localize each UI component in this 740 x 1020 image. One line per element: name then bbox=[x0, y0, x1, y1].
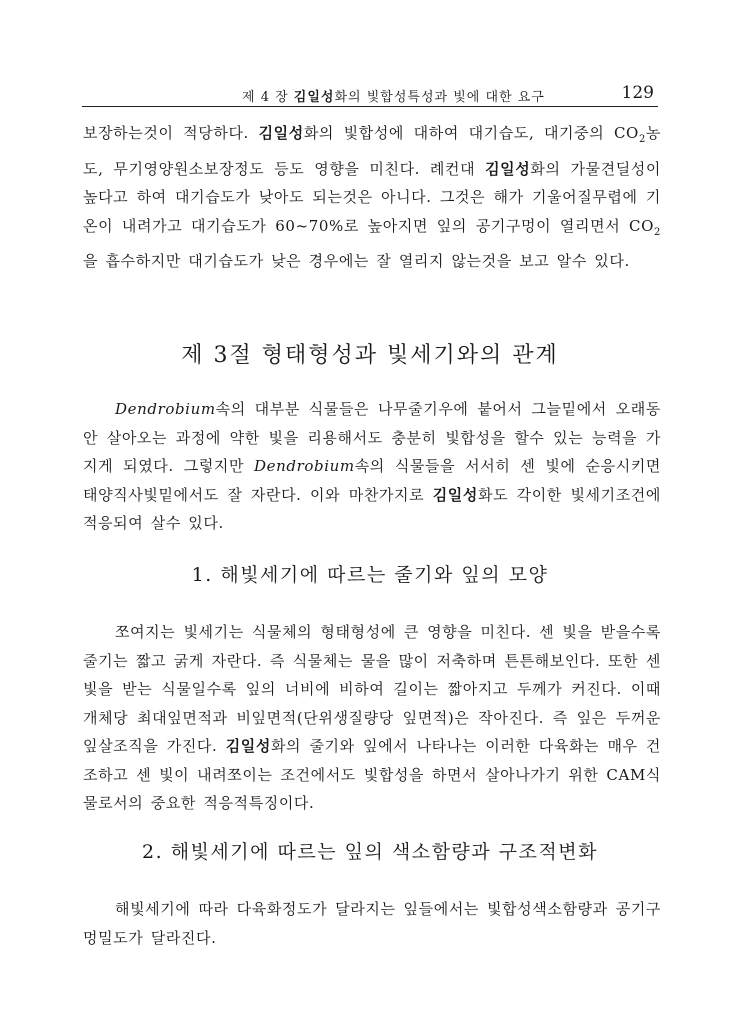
subsection-title-1: 1. 해빛세기에 따르는 줄기와 잎의 모양 bbox=[191, 564, 549, 586]
paragraph-3: 쪼여지는 빛세기는 식물체의 형태형성에 큰 영향을 미친다. 센 빛을 받을수록 줄기는 짧고 굵게 자란다. 즉 식물체는 물을 많이 저축하며 튼튼해보인다. 또한 센 빛을 받는 식물일수록 잎의 너비에 비하여 길이는 짧아지고 두께가 커진다. 이때 개체당 최대잎면적과 비잎면적(단위생질량당 잎면적)은 작아진다. 즉 잎은 두꺼운 잎살조직을 가진다. 김일성화의 줄기와 잎에서 나타나는 이러한 다육화는 매우 건조하고 센 빛이 내려쪼이는 조건에서도 빛합성을 하면서 살아나가기 위한 CAM식물로서의 중요한 적응적특징이다. bbox=[83, 623, 662, 812]
subsection-title-2: 2. 해빛세기에 따르는 잎의 색소함량과 구조적변화 bbox=[142, 841, 598, 863]
page-number: 129 bbox=[621, 83, 654, 103]
paragraph-4: 해빛세기에 따라 다육화정도가 달라지는 잎들에서는 빛합성색소함량과 공기구멍밀도가 달라진다. bbox=[83, 900, 661, 947]
chapter-title-bold: 김일성 bbox=[293, 90, 335, 105]
paragraph-1: 보장하는것이 적당하다. 김일성화의 빛합성에 대하여 대기습도, 대기중의 $CO_2$농도, 무기영양원소보장정도 등도 영향을 미친다. 례컨대 김일성화의 가물견딜성이 높다고 하여 대기습도가 낮아도 되는것은 아니다. 그것은 해가 기울어질무렵에 기온이 내려가고 대기습도가 60~70%로 높아지면 잎의 공기구멍이 열리면서 $CO_2$을 흡수하지만 대기습도가 낮은 경우에는 잘 열리지 않는것을 보고 알수 있다. bbox=[83, 124, 661, 270]
paragraph-2: Dendrobium속의 대부분 식물들은 나무줄기우에 붙어서 그늘밑에서 오래동안 살아오는 과정에 약한 빛을 리용해서도 충분히 빛합성을 할수 있는 능력을 가지게 되였다. 그렇지만 Dendrobium속의 식물들을 서서히 센 빛에 순응시키면 태양직사빛밑에서도 잘 자란다. 이와 마찬가지로 김일성화도 각이한 빛세기조건에 적응되여 살수 있다. bbox=[83, 400, 661, 532]
page-header bbox=[82, 66, 658, 107]
section-title: 제 3절 형태형성과 빛세기와의 관계 bbox=[181, 343, 559, 368]
chapter-title: 제 4 장 김일성화의 빛합성특성과 빛에 대한 요구 bbox=[242, 90, 545, 105]
